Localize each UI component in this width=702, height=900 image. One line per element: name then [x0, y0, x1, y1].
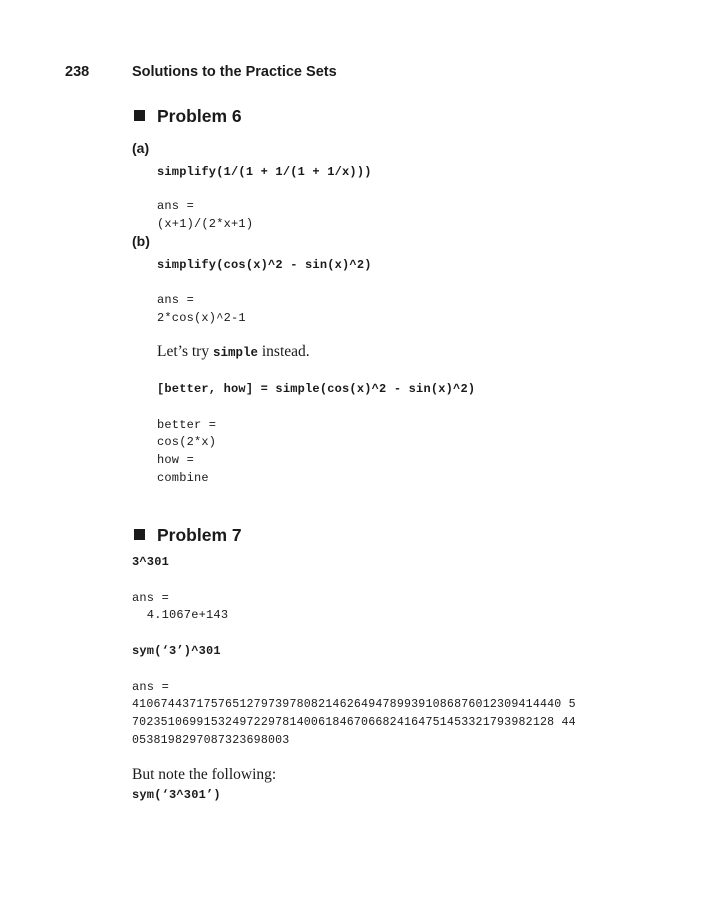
part-b-ans-label: ans =: [157, 293, 195, 307]
p7-ans2-label: ans =: [132, 680, 170, 694]
part-b-label: (b): [132, 233, 150, 249]
inline-code: simple: [212, 346, 258, 360]
square-bullet-icon: [134, 110, 145, 121]
part-b-text: [157, 343, 310, 361]
part-a-ans-label: ans =: [157, 199, 195, 213]
problem-6-heading: [134, 106, 242, 127]
p7-note: But note the following:: [132, 766, 277, 783]
p7-command3: sym(‘3^301’): [132, 788, 221, 802]
better-label: better =: [157, 418, 217, 432]
p7-ans2-line-2: 70235106991532497229781400618467066824164751453321793982128 44: [132, 716, 576, 729]
problem-6-title: Problem 6: [157, 106, 242, 126]
p7-ans2-line-3: 0538198297087323698003: [132, 734, 290, 747]
better-value: cos(2*x): [157, 435, 217, 449]
part-a-label: (a): [132, 140, 150, 156]
text-after: instead.: [257, 343, 310, 360]
square-bullet-icon: [134, 529, 145, 540]
problem-7-heading: [134, 525, 242, 546]
part-b-command2: [better, how] = simple(cos(x)^2 - sin(x)^2): [157, 382, 476, 396]
problem-7-title: Problem 7: [157, 525, 242, 545]
part-a-command: simplify(1/(1 + 1/(1 + 1/x))): [157, 165, 372, 179]
page-number: 238: [65, 64, 90, 80]
p7-command2: sym(‘3’)^301: [132, 644, 221, 658]
how-value: combine: [157, 471, 209, 485]
part-b-command: simplify(cos(x)^2 - sin(x)^2): [157, 258, 372, 272]
text-before: Let’s try: [157, 343, 213, 360]
part-a-ans-value: (x+1)/(2*x+1): [157, 217, 254, 231]
p7-command1: 3^301: [132, 555, 170, 569]
running-title: Solutions to the Practice Sets: [132, 64, 337, 80]
p7-ans2-line-1: 410674437175765127973978082146264947899391086876012309414440 5: [132, 698, 576, 711]
p7-ans1-label: ans =: [132, 591, 170, 605]
how-label: how =: [157, 453, 195, 467]
p7-ans1-value: 4.1067e+143: [132, 608, 229, 622]
part-b-ans-value: 2*cos(x)^2-1: [157, 311, 246, 325]
